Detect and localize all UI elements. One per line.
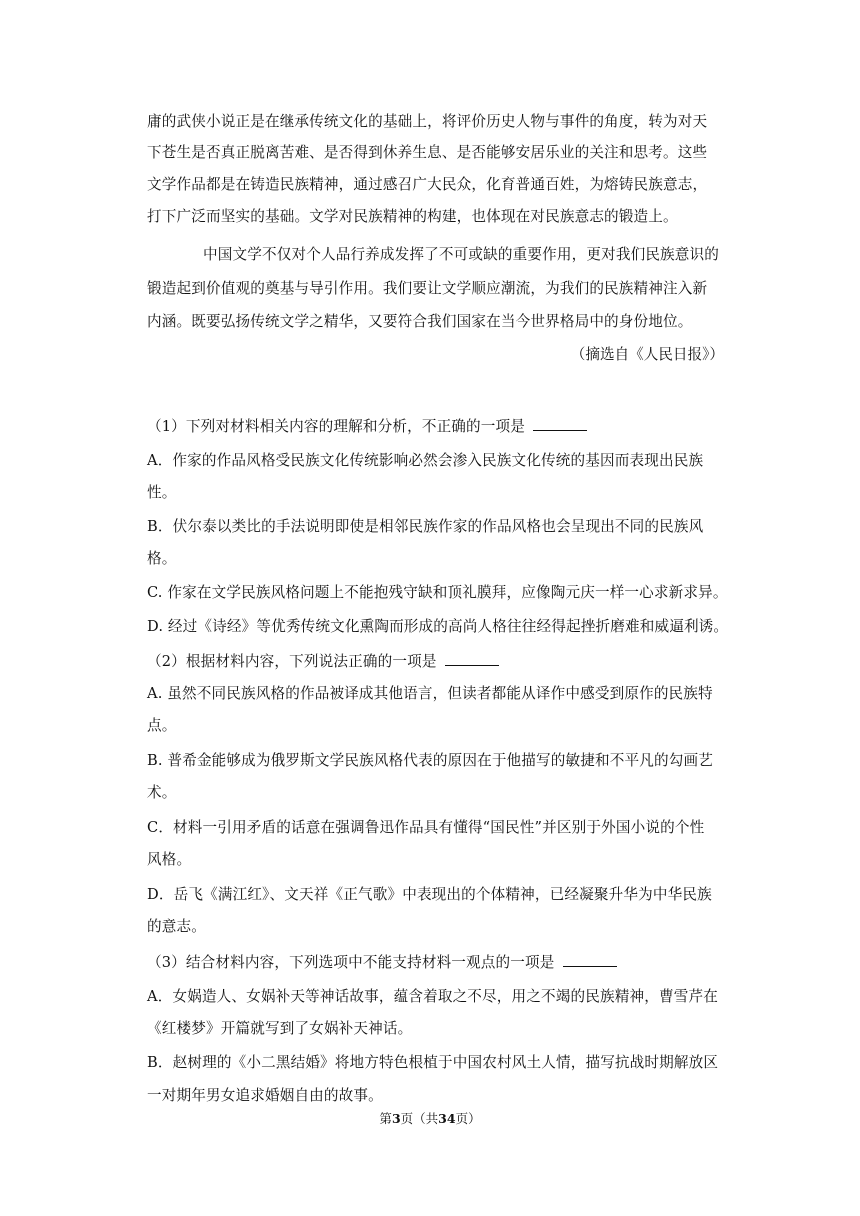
answer-blank[interactable] <box>533 416 587 431</box>
page-footer <box>0 1110 860 1128</box>
option-line: 《红楼梦》开篇就写到了女娲补天神话。 <box>147 1020 413 1037</box>
article-line: 打下广泛而坚实的基础。文学对民族精神的构建，也体现在对民族意志的锻造上。 <box>147 208 678 225</box>
answer-blank[interactable] <box>445 651 499 666</box>
article-source: （摘选自《人民日报》） <box>570 346 724 363</box>
question-stem <box>147 952 617 973</box>
option-line: A．作家的作品风格受民族文化传统影响必然会渗入民族文化传统的基因而表现出民族 <box>147 452 704 469</box>
article-line: 文学作品都是在铸造民族精神，通过感召广大民众，化育普通百姓，为熔铸民族意志， <box>147 176 708 193</box>
footer-total-pages: 34 <box>438 1111 456 1126</box>
option-line: 格。 <box>147 550 177 567</box>
article-line: 下苍生是否真正脱离苦难、是否得到休养生息、是否能够安居乐业的关注和思考。这些 <box>147 144 708 161</box>
option-line: 点。 <box>147 717 177 734</box>
footer-page-number: 3 <box>391 1111 401 1126</box>
option-line: B．伏尔泰以类比的手法说明即使是相邻民族作家的作品风格也会呈现出不同的民族风 <box>147 518 704 535</box>
option-line: D．岳飞《满江红》、文天祥《正气歌》中表现出的个体精神，已经凝聚升华为中华民族 <box>147 886 712 903</box>
option-line: A. 虽然不同民族风格的作品被译成其他语言，但读者都能从译作中感受到原作的民族特 <box>147 685 713 702</box>
option-line: B. 普希金能够成为俄罗斯文学民族风格代表的原因在于他描写的敏捷和不平凡的勾画艺 <box>147 752 713 769</box>
article-line: 锻造起到价值观的奠基与导引作用。我们要让文学顺应潮流，为我们的民族精神注入新 <box>147 280 708 297</box>
article-line: 庸的武侠小说正是在继承传统文化的基础上，将评价历史人物与事件的角度，转为对天 <box>147 113 708 130</box>
option-line: B．赵树理的《小二黑结婚》将地方特色根植于中国农村风土人情，描写抗战时期解放区 <box>147 1054 719 1071</box>
option-line: A．女娲造人、女娲补天等神话故事，蕴含着取之不尽，用之不竭的民族精神，曹雪芹在 <box>147 988 718 1005</box>
option-line: C. 作家在文学民族风格问题上不能抱残守缺和顶礼膜拜，应像陶元庆一样一心求新求异。 <box>147 584 728 601</box>
question-stem-text: （2）根据材料内容，下列说法正确的一项是 <box>147 653 437 670</box>
footer-middle: 页（共 <box>400 1111 439 1126</box>
article-line: 中国文学不仅对个人品行养成发挥了不可或缺的重要作用，更对我们民族意识的 <box>203 246 720 263</box>
option-line: 风格。 <box>147 851 192 868</box>
question-stem-text: （1）下列对材料相关内容的理解和分析，不正确的一项是 <box>147 418 526 435</box>
option-line: 的意志。 <box>147 918 206 935</box>
question-stem <box>147 416 587 437</box>
option-line: 术。 <box>147 784 177 801</box>
option-line: 一对期年男女追求婚姻自由的故事。 <box>147 1087 383 1104</box>
answer-blank[interactable] <box>563 952 617 967</box>
option-line: C．材料一引用矛盾的话意在强调鲁迅作品具有懂得“国民性”并区别于外国小说的个性 <box>147 819 705 836</box>
question-stem <box>147 651 499 672</box>
article-line: 内涵。既要弘扬传统文学之精华，又要符合我们国家在当今世界格局中的身份地位。 <box>147 313 693 330</box>
option-line: 性。 <box>147 484 177 501</box>
footer-prefix: 第 <box>379 1111 392 1126</box>
option-line: D. 经过《诗经》等优秀传统文化熏陶而形成的高尚人格往往经得起挫折磨难和威逼利诱。 <box>147 618 729 635</box>
footer-suffix: 页） <box>455 1111 481 1126</box>
question-stem-text: （3）结合材料内容，下列选项中不能支持材料一观点的一项是 <box>147 954 555 971</box>
